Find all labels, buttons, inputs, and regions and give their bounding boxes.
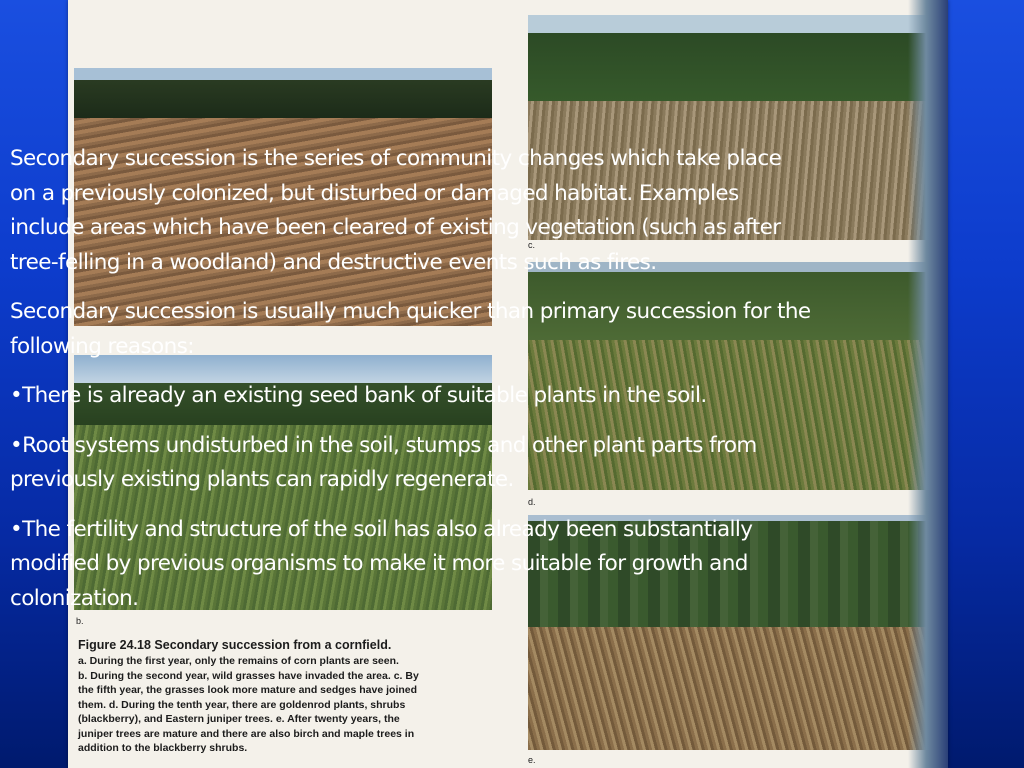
caption-line: a. During the first year, only the remains of corn plants are seen. — [78, 655, 399, 667]
text-line: •Root systems undisturbed in the soil, stumps and other plant parts from — [10, 432, 757, 458]
bullet-seed-bank — [10, 379, 995, 414]
photo-ground — [528, 627, 948, 750]
text-line: tree-felling in a woodland) and destructive events such as fires. — [10, 249, 657, 275]
paragraph-speed — [10, 295, 995, 364]
bullet-root-systems — [10, 429, 995, 498]
text-line: •The fertility and structure of the soil has also already been substantially — [10, 516, 753, 542]
text-line: previously existing plants can rapidly regenerate. — [10, 467, 514, 492]
caption-line: them. d. During the tenth year, there are goldenrod plants, shrubs — [78, 698, 406, 711]
text-line: on a previously colonized, but disturbed or damaged habitat. Examples — [10, 180, 739, 206]
slide-text-overlay — [10, 142, 995, 631]
caption-line: juniper trees are mature and there are also birch and maple trees in — [78, 727, 415, 740]
caption-line: (blackberry), and Eastern juniper trees. e. After twenty years, the — [78, 713, 400, 725]
text-line: Secondary succession is the series of community changes which take place — [10, 146, 782, 171]
caption-line: addition to the blackberry shrubs. — [78, 742, 248, 754]
photo-label-e: e. — [528, 755, 536, 765]
bullet-soil-fertility — [10, 513, 995, 617]
figure-caption — [78, 638, 496, 756]
text-line: Secondary succession is usually much quicker than primary succession for the — [10, 299, 811, 324]
text-line: following reasons: — [10, 333, 194, 359]
photo-treeline — [528, 33, 948, 103]
caption-line: the fifth year, the grasses look more mature and sedges have joined — [78, 684, 418, 696]
text-line: modified by previous organisms to make it more suitable for growth and — [10, 551, 748, 576]
photo-label-d: d. — [528, 497, 536, 507]
text-line: •There is already an existing seed bank of suitable plants in the soil. — [10, 383, 707, 408]
paragraph-definition — [10, 142, 995, 280]
caption-line: b. During the second year, wild grasses have invaded the area. c. By — [78, 669, 419, 682]
text-line: colonization. — [10, 585, 139, 611]
photo-label-b: b. — [76, 616, 84, 626]
photo-treeline — [74, 80, 492, 120]
text-line: include areas which have been cleared of existing vegetation (such as after — [10, 215, 781, 240]
photo-label-c: c. — [528, 240, 536, 250]
caption-title: Figure 24.18 Secondary succession from a cornfield. — [78, 638, 392, 652]
